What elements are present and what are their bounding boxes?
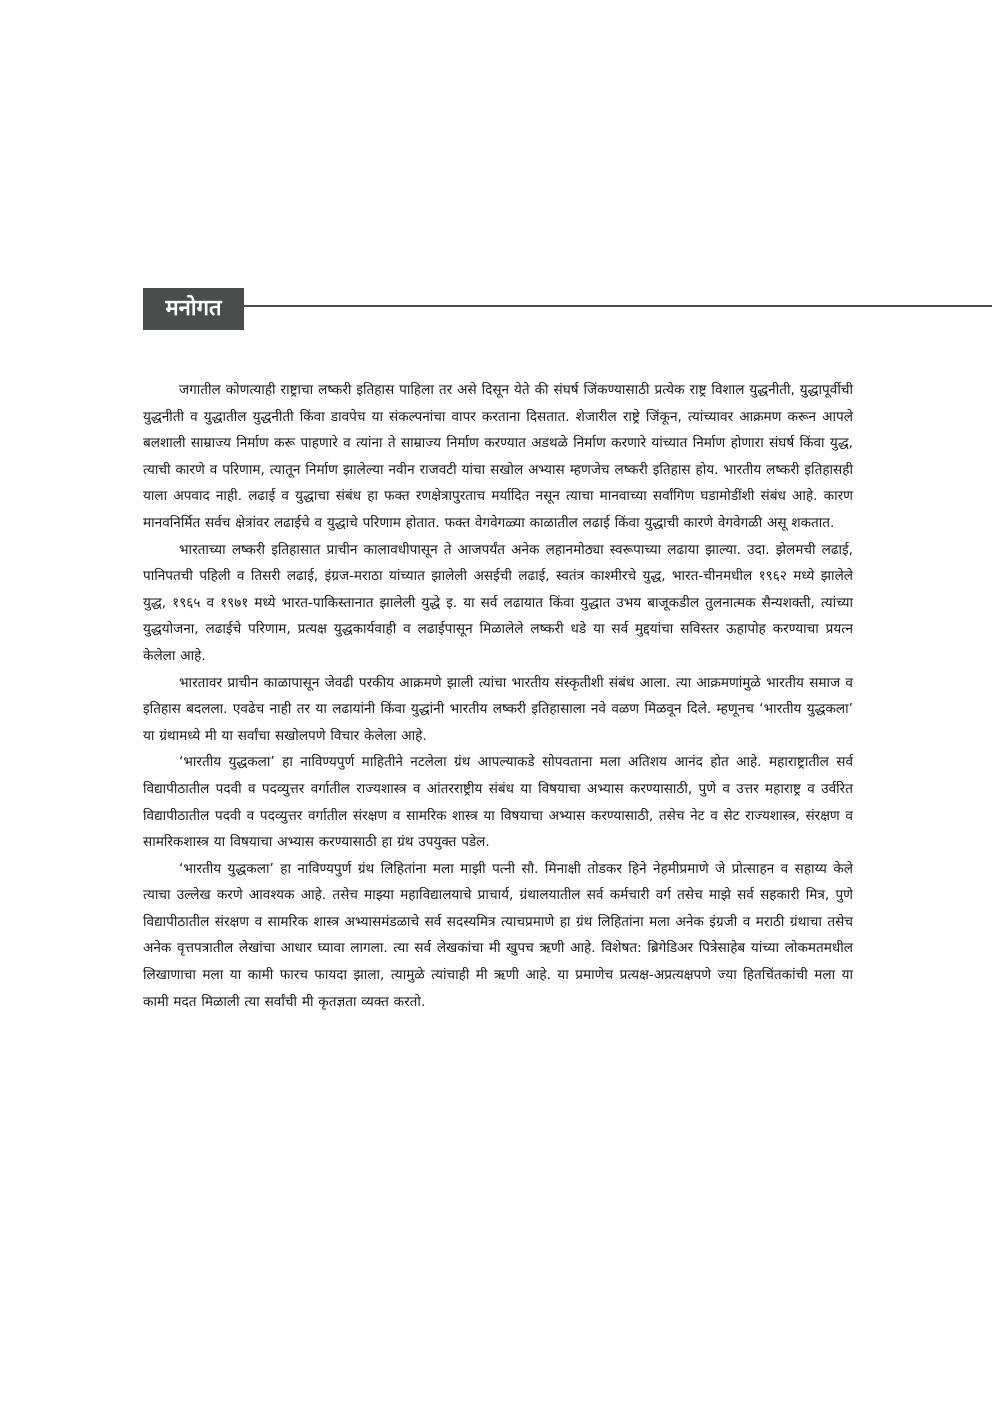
section-heading (143, 288, 992, 330)
paragraph-5: ‘भारतीय युद्धकला’ हा नाविण्यपुर्ण ग्रंथ लिहितांना मला माझी पत्नी सौ. मिनाक्षी तोडकर हिने नेहमीप्रमाणे जे प्रोत्साहन व सहाय्य केले त्याचा उल्लेख करणे आवश्यक आहे. तसेच माझ्या महाविद्यालयाचे प्राचार्य, ग्रंथालयातील सर्व कर्मचारी वर्ग तसेच माझे सर्व सहकारी मित्र, पुणे विद्यापीठातील संरक्षण व सामरिक शास्त्र अभ्यासमंडळाचे सर्व सदस्यमित्र त्याचप्रमाणे हा ग्रंथ लिहितांना मला अनेक इंग्रजी व मराठी ग्रंथाचा तसेच अनेक वृत्तपत्रातील लेखांचा आधार घ्यावा लागला. त्या सर्व लेखकांचा मी खुपच ऋणी आहे. विशेषत: ब्रिगेडिअर पित्रेसाहेब यांच्या लोकमतमधील लिखाणाचा मला या कामी फारच फायदा झाला, त्यामुळे त्यांचाही मी ऋणी आहे. या प्रमाणेच प्रत्यक्ष-अप्रत्यक्षपणे ज्या हितचिंतकांची मला या कामी मदत मिळाली त्या सर्वांची मी कृतज्ञता व्यक्त करतो. (143, 860, 853, 1010)
paragraph-1: जगातील कोणत्याही राष्ट्राचा लष्करी इतिहास पाहिला तर असे दिसून येते की संघर्ष जिंकण्यासाठी प्रत्येक राष्ट्र विशाल युद्धनीती, युद्धापूर्वीची युद्धनीती व युद्धातील युद्धनीती किंवा डावपेच या संकल्पनांचा वापर करताना दिसतात. शेजारील राष्ट्रे जिंकून, त्यांच्यावर आक्रमण करून आपले बलशाली साम्राज्य निर्माण करू पाहणारे व त्यांना ते साम्राज्य निर्माण करण्यात अडथळे निर्माण करणारे यांच्यात निर्माण होणारा संघर्ष किंवा युद्ध, त्याची कारणे व परिणाम, त्यातून निर्माण झालेल्या नवीन राजवटी यांचा सखोल अभ्यास म्हणजेच लष्करी इतिहास होय. भारतीय लष्करी इतिहासही याला अपवाद नाही. लढाई व युद्धाचा संबंध हा फक्त रणक्षेत्रापुरताच मर्यादित नसून त्याचा मानवाच्या सर्वांगिण घडामोडींशी संबंध आहे. कारण मानवनिर्मित सर्वच क्षेत्रांवर लढाईचे व युद्धाचे परिणाम होतात. फक्त वेगवेगळ्या काळातील लढाई किंवा युद्धाची कारणे वेगवेगळी असू शकतात. (143, 382, 853, 531)
paragraph-3: भारतावर प्राचीन काळापासून जेवढी परकीय आक्रमणे झाली त्यांचा भारतीय संस्कृतीशी संबंध आला. त्या आक्रमणांमुळे भारतीय समाज व इतिहास बदलला. एवढेच नाही तर या लढायांनी किंवा युद्धांनी भारतीय लष्करी इतिहासाला नवे वळण मिळवून दिले. म्हणूनच ‘भारतीय युद्धकला’ या ग्रंथामध्ये मी या सर्वांचा सखोलपणे विचार केलेला आहे. (143, 674, 853, 744)
section-title: मनोगत (143, 288, 244, 330)
preface-body (143, 377, 853, 1015)
paragraph-4: ‘भारतीय युद्धकला’ हा नाविण्यपुर्ण माहितीने नटलेला ग्रंथ आपल्याकडे सोपवताना मला अतिशय आनंद होत आहे. महाराष्ट्रातील सर्व विद्यापीठातील पदवी व पदव्युत्तर वर्गातील राज्यशास्त्र व आंतरराष्ट्रीय संबंध या विषयाचा अभ्यास करण्यासाठी, पुणे व उत्तर महाराष्ट्र व उर्वरित विद्यापीठातील पदवी व पदव्युत्तर वर्गातील संरक्षण व सामरिक शास्त्र या विषयाचा अभ्यास करण्यासाठी, तसेच नेट व सेट राज्यशास्त्र, संरक्षण व सामरिकशास्त्र या विषयाचा अभ्यास करण्यासाठी हा ग्रंथ उपयुक्त पडेल. (143, 754, 853, 851)
paragraph-2: भारताच्या लष्करी इतिहासात प्राचीन कालावधीपासून ते आजपर्यंत अनेक लहानमोठ्या स्वरूपाच्या लढाया झाल्या. उदा. झेलमची लढाई, पानिपतची पहिली व तिसरी लढाई, इंग्रज-मराठा यांच्यात झालेली असईची लढाई, स्वतंत्र काश्मीरचे युद्ध, भारत-चीनमधील १९६२ मध्ये झालेले युद्ध, १९६५ व १९७१ मध्ये भारत-पाकिस्तानात झालेली युद्धे इ. या सर्व लढायात किंवा युद्धात उभय बाजूकडील तुलनात्मक सैन्यशक्ती, त्यांच्या युद्धयोजना, लढाईचे परिणाम, प्रत्यक्ष युद्धकार्यवाही व लढाईपासून मिळालेले लष्करी धडे या सर्व मुद्दयांचा सविस्तर ऊहापोह करण्याचा प्रयत्न केलेला आहे. (143, 541, 853, 664)
heading-divider (244, 305, 992, 307)
